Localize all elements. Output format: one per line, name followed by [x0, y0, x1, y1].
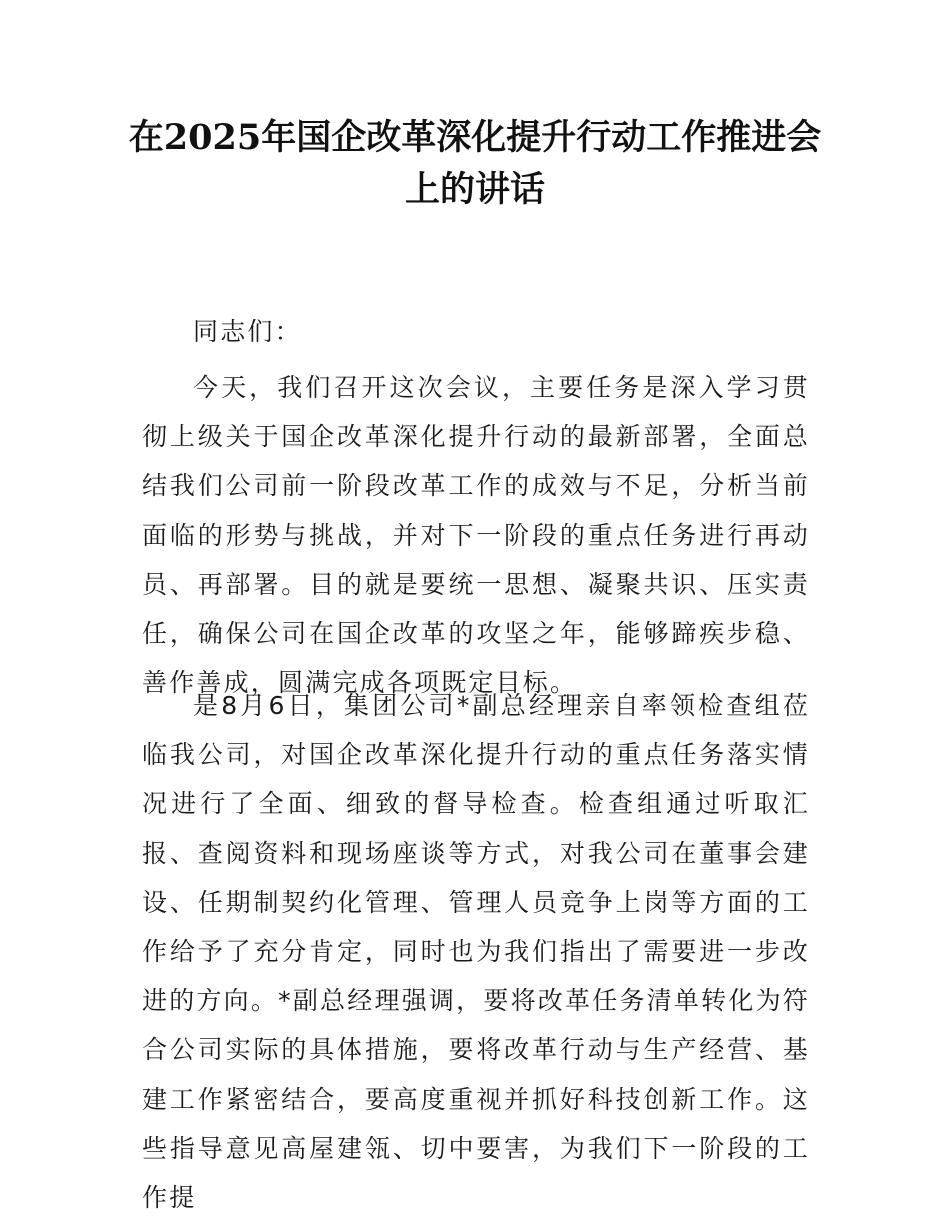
page-title: 在2025年国企改革深化提升行动工作推进会上的讲话	[128, 117, 822, 210]
greeting: 同志们：	[193, 317, 302, 346]
paragraph: 是8月6日，集团公司*副总经理亲自率领检查组莅临我公司，对国企改革深化提升行动的重点任务落实情况进行了全面、细致的督导检查。检查组通过听取汇报、查阅资料和现场座谈等方式，对我公司在董事会建设、任期制契约化管理、管理人员竞争上岗等方面的工作给予了充分肯定，同时也为我们指出了需要进一步改进的方向。*副总经理强调，要将改革任务清单转化为符合公司实际的具体措施，要将改革行动与生产经营、基建工作紧密结合，要高度重视并抓好科技创新工作。这些指导意见高屋建瓴、切中要害，为我们下一阶段的工作提	[142, 691, 810, 1213]
paragraph: 今天，我们召开这次会议，主要任务是深入学习贯彻上级关于国企改革深化提升行动的最新部署，全面总结我们公司前一阶段改革工作的成效与不足，分析当前面临的形势与挑战，并对下一阶段的重点任务进行再动员、再部署。目的就是要统一思想、凝聚共识、压实责任，确保公司在国企改革的攻坚之年，能够蹄疾步稳、善作善成，圆满完成各项既定目标。	[142, 373, 810, 698]
